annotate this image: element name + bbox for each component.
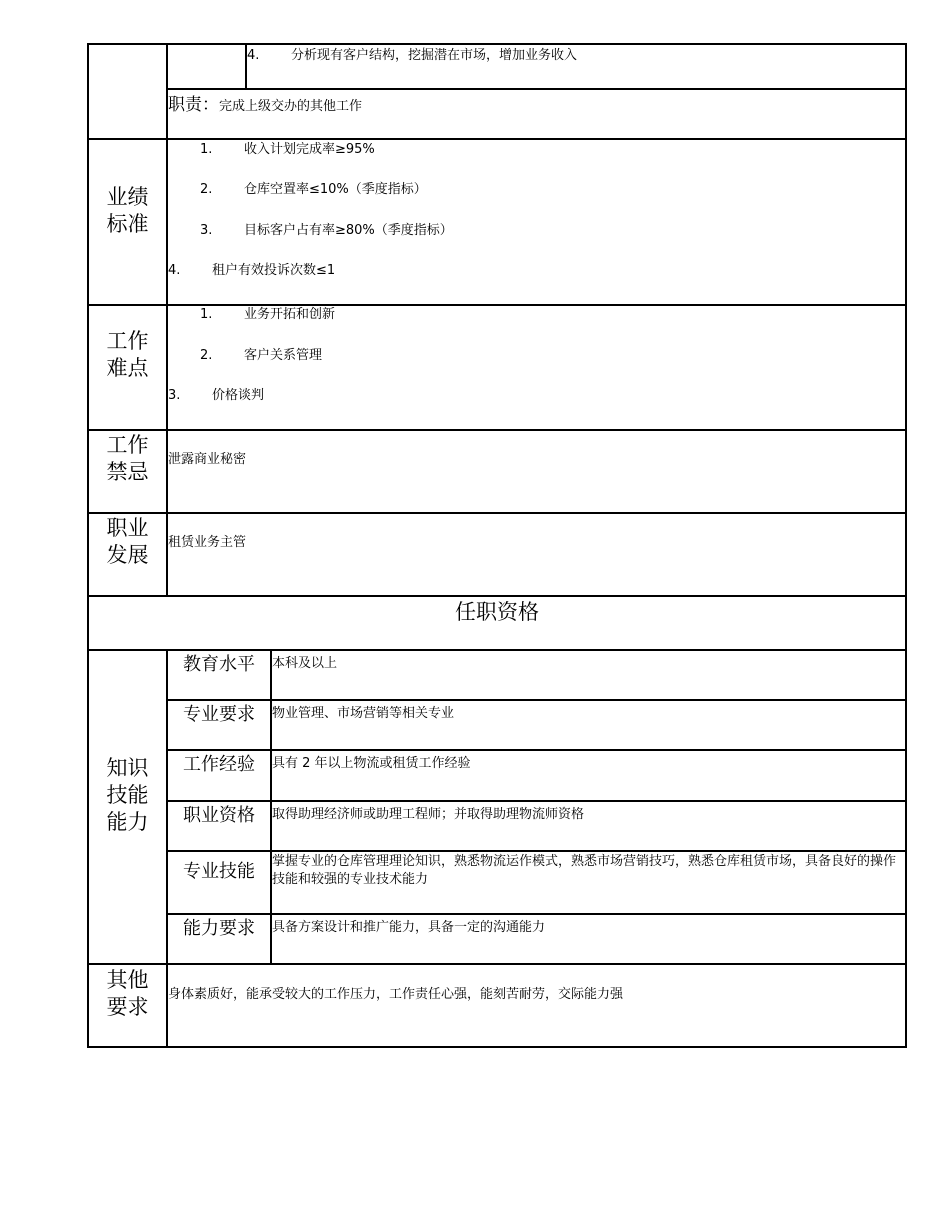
experience-label: 工作经验 [183,754,255,775]
qualification-title: 任职资格 [455,600,539,624]
section-divider [87,595,907,597]
performance-item-text: 仓库空置率≤10%（季度指标） [244,182,427,197]
performance-item-text: 目标客户占有率≥80%（季度指标） [244,223,453,238]
section-divider [87,649,907,651]
sub-row-divider [166,699,906,701]
experience-value: 具有 2 年以上物流或租赁工作经验 [272,756,471,771]
skills-label: 专业技能 [183,861,255,882]
taboo-text: 泄露商业秘密 [168,452,247,467]
difficulty-item-number: 1. [200,307,213,322]
section-divider [87,138,907,140]
skills-value: 掌握专业的仓库管理理论知识，熟悉物流运作模式，熟悉市场营销技巧，熟悉仓库租赁市场，具备良好的操作技能和较强的专业技术能力 [272,854,897,887]
sub-row-divider [166,850,906,852]
education-label: 教育水平 [183,654,255,675]
duty-text: 完成上级交办的其他工作 [219,99,363,114]
other-label: 其他 要求 [106,968,149,1019]
difficulty-item-text: 客户关系管理 [244,348,323,363]
ability-value: 具备方案设计和推广能力，具备一定的沟通能力 [272,920,546,935]
performance-item-number: 4. [168,263,181,278]
duty-prefix: 职责： [168,95,219,115]
difficulty-item-number: 2. [200,348,213,363]
certification-label: 职业资格 [183,805,255,826]
career-label: 职业 发展 [106,516,149,567]
duty-item-number: 4. [247,48,260,63]
performance-item-text: 收入计划完成率≥95% [244,142,375,157]
sub-row-divider [166,913,906,915]
difficulty-item-number: 3. [168,388,181,403]
education-value: 本科及以上 [272,656,338,671]
taboo-label: 工作 禁忌 [106,433,149,484]
section-divider [87,512,907,514]
difficulty-item-text: 价格谈判 [212,388,265,403]
duty-item-text: 分析现有客户结构，挖掘潜在市场，增加业务收入 [291,48,578,63]
other-text: 身体素质好，能承受较大的工作压力，工作责任心强，能刻苦耐劳，交际能力强 [168,987,624,1002]
performance-label: 业绩 标准 [106,185,149,236]
performance-item-text: 租户有效投诉次数≤1 [212,263,336,278]
nested-row-divider [166,88,906,90]
performance-item-number: 3. [200,223,213,238]
table-bottom-border [87,1046,907,1048]
knowledge-label: 知识 技能 能力 [106,756,149,834]
major-label: 专业要求 [183,704,255,725]
major-value: 物业管理、市场营销等相关专业 [272,706,455,721]
performance-item-number: 1. [200,142,213,157]
sub-row-divider [166,800,906,802]
certification-value: 取得助理经济师或助理工程师；并取得助理物流师资格 [272,807,585,822]
difficulty-label: 工作 难点 [106,329,149,380]
section-divider [87,429,907,431]
table-right-border [905,43,907,1048]
ability-label: 能力要求 [183,918,255,939]
table-top-border [87,43,907,45]
sub-row-divider [166,749,906,751]
section-divider [87,963,907,965]
career-text: 租赁业务主管 [168,535,247,550]
duty-row [168,94,362,116]
difficulty-item-text: 业务开拓和创新 [244,307,336,322]
performance-item-number: 2. [200,182,213,197]
